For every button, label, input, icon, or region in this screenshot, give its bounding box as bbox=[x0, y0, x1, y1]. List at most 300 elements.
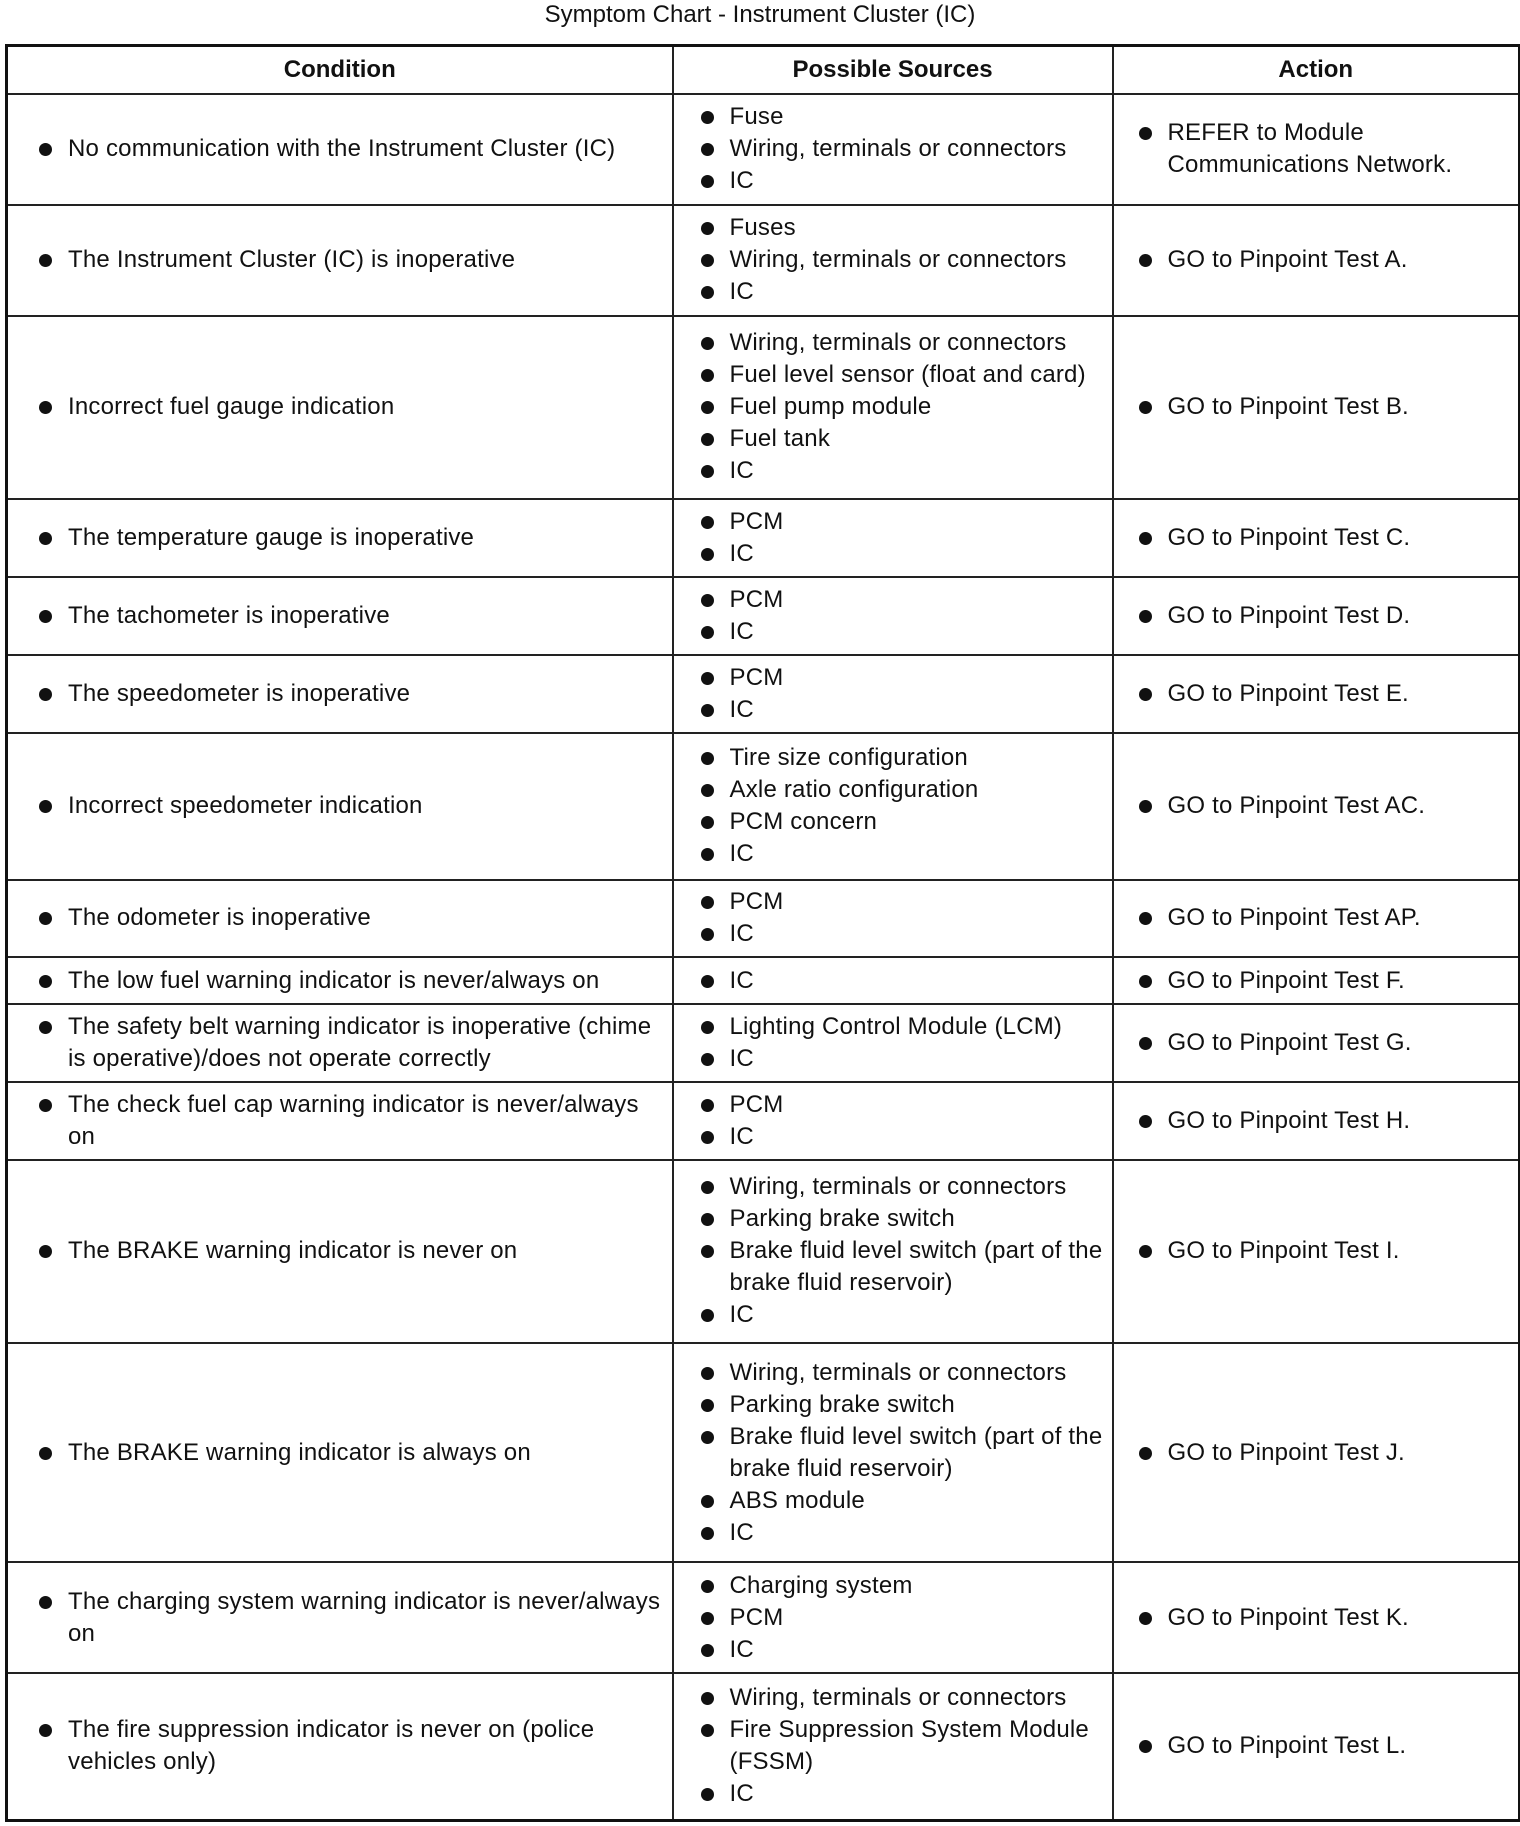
condition-text-list bbox=[8, 391, 672, 423]
list-item bbox=[688, 506, 1104, 538]
possible-sources-cell bbox=[673, 880, 1113, 958]
bullet-icon bbox=[39, 975, 52, 988]
bullet-icon bbox=[701, 1099, 714, 1112]
list-item bbox=[688, 838, 1104, 870]
source-item: Wiring, terminals or connectors bbox=[729, 329, 1067, 357]
bullet-icon bbox=[701, 111, 714, 124]
bullet-icon bbox=[701, 626, 714, 639]
list-item bbox=[26, 244, 664, 276]
list-item bbox=[688, 806, 1104, 838]
header-action: Action bbox=[1113, 46, 1520, 95]
source-item: IC bbox=[729, 167, 754, 195]
action-cell bbox=[1113, 205, 1520, 316]
condition-cell bbox=[7, 733, 673, 880]
bullet-icon bbox=[701, 433, 714, 446]
bullet-icon bbox=[701, 516, 714, 529]
possible-sources-cell bbox=[673, 733, 1113, 880]
condition-text-list bbox=[8, 1089, 672, 1153]
list-item bbox=[26, 790, 664, 822]
source-item: Fuel tank bbox=[729, 425, 831, 453]
source-item: Lighting Control Module (LCM) bbox=[729, 1012, 1063, 1040]
source-item-list bbox=[674, 101, 1112, 197]
possible-sources-cell bbox=[673, 94, 1113, 205]
bullet-icon bbox=[701, 848, 714, 861]
bullet-icon bbox=[39, 532, 52, 545]
symptom-table bbox=[5, 44, 1520, 1822]
bullet-icon bbox=[1139, 1447, 1152, 1460]
table-row bbox=[7, 94, 1520, 205]
list-item bbox=[688, 1011, 1104, 1043]
action-text-list bbox=[1114, 678, 1519, 710]
bullet-icon bbox=[701, 1367, 714, 1380]
list-item bbox=[688, 538, 1104, 570]
source-item: IC bbox=[729, 539, 754, 567]
source-item-list bbox=[674, 327, 1112, 487]
bullet-icon bbox=[701, 548, 714, 561]
source-item: Wiring, terminals or connectors bbox=[729, 1684, 1067, 1712]
condition-text: The low fuel warning indicator is never/always on bbox=[68, 966, 600, 994]
list-item bbox=[688, 1357, 1104, 1389]
possible-sources-cell bbox=[673, 655, 1113, 733]
action-cell bbox=[1113, 1082, 1520, 1160]
list-item bbox=[26, 1437, 664, 1469]
list-item bbox=[688, 584, 1104, 616]
condition-text-list bbox=[8, 1586, 672, 1650]
bullet-icon bbox=[701, 672, 714, 685]
action-cell bbox=[1113, 499, 1520, 577]
list-item bbox=[1126, 1437, 1511, 1469]
list-item bbox=[26, 1235, 664, 1267]
bullet-icon bbox=[39, 1021, 52, 1034]
condition-text-list bbox=[8, 133, 672, 165]
possible-sources-cell bbox=[673, 1004, 1113, 1082]
source-item: PCM bbox=[729, 663, 784, 691]
action-text-list bbox=[1114, 1602, 1519, 1634]
bullet-icon bbox=[701, 1580, 714, 1593]
possible-sources-cell bbox=[673, 1160, 1113, 1343]
condition-text: No communication with the Instrument Cluster (IC) bbox=[68, 135, 616, 163]
condition-cell bbox=[7, 316, 673, 499]
action-cell bbox=[1113, 957, 1520, 1003]
bullet-icon bbox=[1139, 688, 1152, 701]
bullet-icon bbox=[1139, 1037, 1152, 1050]
list-item bbox=[26, 1089, 664, 1153]
source-item-list bbox=[674, 1171, 1112, 1331]
bullet-icon bbox=[701, 704, 714, 717]
condition-text-list bbox=[8, 678, 672, 710]
bullet-icon bbox=[701, 1527, 714, 1540]
table-row bbox=[7, 655, 1520, 733]
action-text-list bbox=[1114, 1235, 1519, 1267]
bullet-icon bbox=[701, 896, 714, 909]
header-possible-sources: Possible Sources bbox=[673, 46, 1113, 95]
list-item bbox=[688, 886, 1104, 918]
action-text: GO to Pinpoint Test A. bbox=[1167, 246, 1408, 274]
possible-sources-cell bbox=[673, 957, 1113, 1003]
condition-cell bbox=[7, 957, 673, 1003]
bullet-icon bbox=[39, 1596, 52, 1609]
action-text-list bbox=[1114, 1730, 1519, 1762]
table-row bbox=[7, 499, 1520, 577]
source-item: PCM bbox=[729, 1603, 784, 1631]
list-item bbox=[688, 1421, 1104, 1485]
bullet-icon bbox=[1139, 1740, 1152, 1753]
list-item bbox=[26, 1586, 664, 1650]
list-item bbox=[688, 391, 1104, 423]
action-text-list bbox=[1114, 522, 1519, 554]
list-item bbox=[688, 774, 1104, 806]
action-cell bbox=[1113, 655, 1520, 733]
action-cell bbox=[1113, 94, 1520, 205]
possible-sources-cell bbox=[673, 205, 1113, 316]
source-item: Fuel level sensor (float and card) bbox=[729, 361, 1086, 389]
bullet-icon bbox=[39, 1447, 52, 1460]
action-text: GO to Pinpoint Test L. bbox=[1167, 1732, 1407, 1760]
condition-cell bbox=[7, 655, 673, 733]
action-cell bbox=[1113, 316, 1520, 499]
list-item bbox=[1126, 244, 1511, 276]
condition-text-list bbox=[8, 790, 672, 822]
list-item bbox=[26, 965, 664, 997]
condition-text-list bbox=[8, 1235, 672, 1267]
bullet-icon bbox=[1139, 401, 1152, 414]
list-item bbox=[1126, 965, 1511, 997]
action-text: GO to Pinpoint Test AC. bbox=[1167, 792, 1426, 820]
list-item bbox=[688, 212, 1104, 244]
condition-cell bbox=[7, 499, 673, 577]
source-item-list bbox=[674, 662, 1112, 726]
bullet-icon bbox=[39, 143, 52, 156]
bullet-icon bbox=[1139, 1115, 1152, 1128]
list-item bbox=[1126, 1027, 1511, 1059]
source-item: IC bbox=[729, 840, 754, 868]
condition-text: The BRAKE warning indicator is never on bbox=[68, 1237, 518, 1265]
bullet-icon bbox=[701, 401, 714, 414]
condition-text: The tachometer is inoperative bbox=[68, 601, 390, 629]
bullet-icon bbox=[39, 1245, 52, 1258]
list-item bbox=[688, 1602, 1104, 1634]
bullet-icon bbox=[701, 1644, 714, 1657]
source-item: Wiring, terminals or connectors bbox=[729, 246, 1067, 274]
action-text: GO to Pinpoint Test F. bbox=[1167, 966, 1405, 994]
table-row bbox=[7, 880, 1520, 958]
bullet-icon bbox=[1139, 532, 1152, 545]
bullet-icon bbox=[1139, 1612, 1152, 1625]
condition-text-list bbox=[8, 1714, 672, 1778]
list-item bbox=[688, 1089, 1104, 1121]
condition-text: The odometer is inoperative bbox=[68, 904, 371, 932]
table-row bbox=[7, 1562, 1520, 1673]
action-text: GO to Pinpoint Test C. bbox=[1167, 523, 1411, 551]
bullet-icon bbox=[1139, 1245, 1152, 1258]
action-cell bbox=[1113, 1004, 1520, 1082]
list-item bbox=[1126, 902, 1511, 934]
bullet-icon bbox=[701, 1431, 714, 1444]
possible-sources-cell bbox=[673, 316, 1113, 499]
condition-text-list bbox=[8, 244, 672, 276]
action-text-list bbox=[1114, 965, 1519, 997]
action-text: REFER to Module Communications Network. bbox=[1167, 119, 1453, 179]
source-item: IC bbox=[729, 278, 754, 306]
action-text: GO to Pinpoint Test J. bbox=[1167, 1438, 1405, 1466]
table-row bbox=[7, 1004, 1520, 1082]
bullet-icon bbox=[701, 1131, 714, 1144]
source-item: ABS module bbox=[729, 1486, 865, 1514]
list-item bbox=[26, 391, 664, 423]
action-text: GO to Pinpoint Test G. bbox=[1167, 1028, 1412, 1056]
bullet-icon bbox=[39, 912, 52, 925]
source-item-list bbox=[674, 1357, 1112, 1549]
bullet-icon bbox=[701, 928, 714, 941]
condition-text: The Instrument Cluster (IC) is inoperative bbox=[68, 246, 516, 274]
source-item: PCM bbox=[729, 1090, 784, 1118]
bullet-icon bbox=[701, 1213, 714, 1226]
source-item: Parking brake switch bbox=[729, 1205, 955, 1233]
source-item: IC bbox=[729, 695, 754, 723]
condition-text-list bbox=[8, 965, 672, 997]
bullet-icon bbox=[701, 1021, 714, 1034]
bullet-icon bbox=[39, 1099, 52, 1112]
action-text-list bbox=[1114, 1105, 1519, 1137]
list-item bbox=[1126, 1602, 1511, 1634]
list-item bbox=[1126, 600, 1511, 632]
list-item bbox=[26, 600, 664, 632]
list-item bbox=[1126, 522, 1511, 554]
table-row bbox=[7, 957, 1520, 1003]
bullet-icon bbox=[701, 1724, 714, 1737]
action-text-list bbox=[1114, 600, 1519, 632]
source-item: IC bbox=[729, 1122, 754, 1150]
action-text: GO to Pinpoint Test I. bbox=[1167, 1237, 1400, 1265]
action-cell bbox=[1113, 880, 1520, 958]
condition-text: The fire suppression indicator is never on (police vehicles only) bbox=[68, 1716, 595, 1776]
condition-text-list bbox=[8, 1011, 672, 1075]
source-item: Charging system bbox=[729, 1571, 913, 1599]
possible-sources-cell bbox=[673, 1673, 1113, 1821]
bullet-icon bbox=[39, 254, 52, 267]
bullet-icon bbox=[701, 1612, 714, 1625]
table-row bbox=[7, 1082, 1520, 1160]
list-item bbox=[688, 1682, 1104, 1714]
bullet-icon bbox=[701, 143, 714, 156]
source-item-list bbox=[674, 742, 1112, 870]
condition-text: The charging system warning indicator is never/always on bbox=[68, 1587, 661, 1647]
list-item bbox=[26, 902, 664, 934]
list-item bbox=[688, 662, 1104, 694]
table-row bbox=[7, 316, 1520, 499]
bullet-icon bbox=[701, 1053, 714, 1066]
bullet-icon bbox=[701, 1181, 714, 1194]
source-item-list bbox=[674, 1570, 1112, 1666]
source-item: Axle ratio configuration bbox=[729, 776, 979, 804]
condition-text: The safety belt warning indicator is inoperative (chime is operative)/does not operate correctly bbox=[68, 1012, 652, 1072]
source-item: Wiring, terminals or connectors bbox=[729, 135, 1067, 163]
condition-text-list bbox=[8, 902, 672, 934]
condition-cell bbox=[7, 1673, 673, 1821]
list-item bbox=[1126, 1235, 1511, 1267]
list-item bbox=[688, 1778, 1104, 1810]
source-item: IC bbox=[729, 920, 754, 948]
list-item bbox=[1126, 391, 1511, 423]
bullet-icon bbox=[701, 1495, 714, 1508]
list-item bbox=[688, 742, 1104, 774]
possible-sources-cell bbox=[673, 1343, 1113, 1562]
action-cell bbox=[1113, 577, 1520, 655]
source-item-list bbox=[674, 1011, 1112, 1075]
bullet-icon bbox=[701, 784, 714, 797]
bullet-icon bbox=[701, 286, 714, 299]
action-cell bbox=[1113, 733, 1520, 880]
source-item: IC bbox=[729, 1518, 754, 1546]
list-item bbox=[688, 918, 1104, 950]
action-text: GO to Pinpoint Test E. bbox=[1167, 679, 1409, 707]
action-text-list bbox=[1114, 1437, 1519, 1469]
source-item: Fire Suppression System Module (FSSM) bbox=[729, 1716, 1089, 1776]
list-item bbox=[688, 244, 1104, 276]
action-text-list bbox=[1114, 244, 1519, 276]
condition-text: The speedometer is inoperative bbox=[68, 679, 411, 707]
source-item-list bbox=[674, 1089, 1112, 1153]
list-item bbox=[688, 276, 1104, 308]
source-item: Wiring, terminals or connectors bbox=[729, 1173, 1067, 1201]
action-cell bbox=[1113, 1160, 1520, 1343]
list-item bbox=[26, 1011, 664, 1075]
bullet-icon bbox=[39, 800, 52, 813]
bullet-icon bbox=[701, 1692, 714, 1705]
source-item: Brake fluid level switch (part of the brake fluid reservoir) bbox=[729, 1422, 1103, 1482]
bullet-icon bbox=[1139, 254, 1152, 267]
list-item bbox=[1126, 678, 1511, 710]
action-text: GO to Pinpoint Test K. bbox=[1167, 1603, 1409, 1631]
bullet-icon bbox=[39, 688, 52, 701]
source-item: Tire size configuration bbox=[729, 744, 968, 772]
table-row bbox=[7, 1160, 1520, 1343]
condition-cell bbox=[7, 1562, 673, 1673]
list-item bbox=[688, 1517, 1104, 1549]
condition-cell bbox=[7, 1343, 673, 1562]
bullet-icon bbox=[39, 1724, 52, 1737]
source-item: PCM bbox=[729, 888, 784, 916]
action-cell bbox=[1113, 1562, 1520, 1673]
bullet-icon bbox=[701, 1309, 714, 1322]
bullet-icon bbox=[701, 465, 714, 478]
bullet-icon bbox=[39, 401, 52, 414]
list-item bbox=[1126, 1730, 1511, 1762]
source-item-list bbox=[674, 1682, 1112, 1810]
list-item bbox=[688, 327, 1104, 359]
document-title: Symptom Chart - Instrument Cluster (IC) bbox=[544, 1, 976, 28]
table-body bbox=[7, 94, 1520, 1821]
source-item: IC bbox=[729, 457, 754, 485]
bullet-icon bbox=[701, 254, 714, 267]
list-item bbox=[1126, 117, 1511, 181]
list-item bbox=[688, 1299, 1104, 1331]
source-item-list bbox=[674, 886, 1112, 950]
condition-text: Incorrect fuel gauge indication bbox=[68, 393, 395, 421]
list-item bbox=[688, 1570, 1104, 1602]
bullet-icon bbox=[1139, 127, 1152, 140]
source-item-list bbox=[674, 506, 1112, 570]
condition-text: The BRAKE warning indicator is always on bbox=[68, 1438, 531, 1466]
list-item bbox=[688, 1235, 1104, 1299]
condition-cell bbox=[7, 94, 673, 205]
header-condition: Condition bbox=[7, 46, 673, 95]
possible-sources-cell bbox=[673, 499, 1113, 577]
condition-text: The temperature gauge is inoperative bbox=[68, 523, 475, 551]
table-row bbox=[7, 205, 1520, 316]
list-item bbox=[688, 101, 1104, 133]
source-item: Wiring, terminals or connectors bbox=[729, 1358, 1067, 1386]
source-item: PCM concern bbox=[729, 808, 878, 836]
action-text: GO to Pinpoint Test AP. bbox=[1167, 904, 1421, 932]
bullet-icon bbox=[1139, 912, 1152, 925]
possible-sources-cell bbox=[673, 1562, 1113, 1673]
list-item bbox=[688, 1171, 1104, 1203]
bullet-icon bbox=[39, 610, 52, 623]
list-item bbox=[1126, 790, 1511, 822]
bullet-icon bbox=[701, 1245, 714, 1258]
condition-text-list bbox=[8, 522, 672, 554]
list-item bbox=[688, 694, 1104, 726]
bullet-icon bbox=[701, 1399, 714, 1412]
condition-cell bbox=[7, 880, 673, 958]
list-item bbox=[688, 1485, 1104, 1517]
source-item: Fuses bbox=[729, 214, 796, 242]
action-text-list bbox=[1114, 391, 1519, 423]
source-item: IC bbox=[729, 966, 754, 994]
source-item: PCM bbox=[729, 507, 784, 535]
bullet-icon bbox=[701, 222, 714, 235]
action-text-list bbox=[1114, 117, 1519, 181]
action-text: GO to Pinpoint Test B. bbox=[1167, 393, 1409, 421]
source-item: IC bbox=[729, 1301, 754, 1329]
action-text: GO to Pinpoint Test D. bbox=[1167, 601, 1411, 629]
source-item: Parking brake switch bbox=[729, 1390, 955, 1418]
action-text: GO to Pinpoint Test H. bbox=[1167, 1106, 1411, 1134]
source-item: IC bbox=[729, 1780, 754, 1808]
condition-cell bbox=[7, 1082, 673, 1160]
action-text-list bbox=[1114, 1027, 1519, 1059]
bullet-icon bbox=[701, 816, 714, 829]
source-item-list bbox=[674, 584, 1112, 648]
source-item-list bbox=[674, 965, 1112, 997]
source-item: IC bbox=[729, 1635, 754, 1663]
condition-text: The check fuel cap warning indicator is never/always on bbox=[68, 1090, 639, 1150]
bullet-icon bbox=[701, 1788, 714, 1801]
bullet-icon bbox=[1139, 975, 1152, 988]
condition-cell bbox=[7, 1004, 673, 1082]
list-item bbox=[1126, 1105, 1511, 1137]
condition-cell bbox=[7, 205, 673, 316]
condition-text-list bbox=[8, 1437, 672, 1469]
bullet-icon bbox=[701, 369, 714, 382]
list-item bbox=[688, 133, 1104, 165]
possible-sources-cell bbox=[673, 577, 1113, 655]
condition-text: Incorrect speedometer indication bbox=[68, 792, 423, 820]
list-item bbox=[688, 423, 1104, 455]
bullet-icon bbox=[701, 175, 714, 188]
table-row bbox=[7, 1673, 1520, 1821]
source-item: Fuel pump module bbox=[729, 393, 932, 421]
source-item-list bbox=[674, 212, 1112, 308]
list-item bbox=[26, 522, 664, 554]
bullet-icon bbox=[701, 752, 714, 765]
condition-cell bbox=[7, 577, 673, 655]
list-item bbox=[688, 455, 1104, 487]
source-item: Brake fluid level switch (part of the brake fluid reservoir) bbox=[729, 1237, 1103, 1297]
possible-sources-cell bbox=[673, 1082, 1113, 1160]
action-text-list bbox=[1114, 790, 1519, 822]
